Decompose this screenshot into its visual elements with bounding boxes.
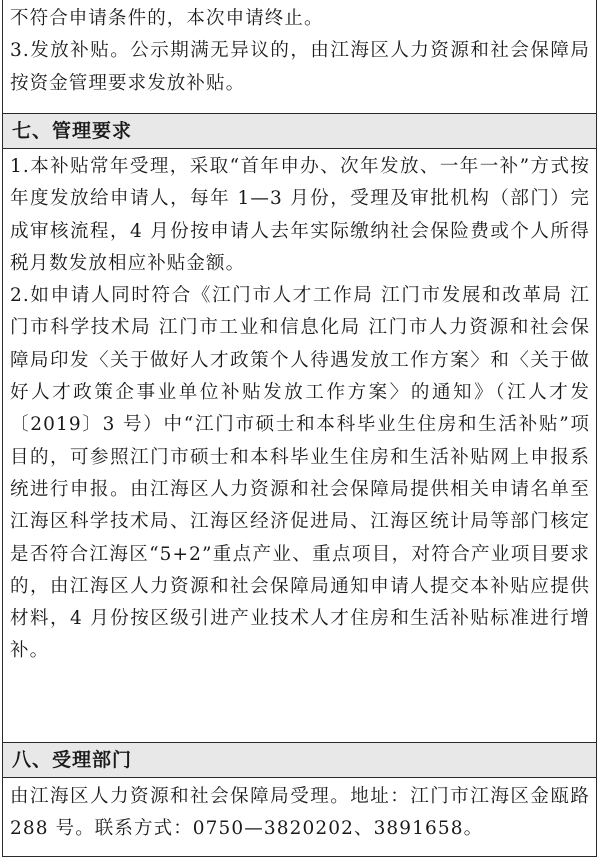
management-paragraph-2: 2.如申请人同时符合《江门市人才工作局 江门市发展和改革局 江门市科学技术局 江门市工业和信息化局 江门市人力资源和社会保障局印发〈关于做好人才政策个人待遇发放工作方案〉和〈关于做好人才政策企事业单位补贴发放工作方案〉的通知》（江人才发〔2019〕3 号）中“江门市硕士和本科毕业生住房和生活补贴”项目的，可参照江门市硕士和本科毕业生住房和生活补贴网上申报系统进行申报。由江海区人力资源和社会保障局提供相关申请名单至江海区科学技术局、江海区经济促进局、江海区统计局等部门核定是否符合江海区“5+2”重点产业、重点项目，对符合产业项目要求的，由江海区人力资源和社会保障局通知申请人提交本补贴应提供材料，4 月份按区级引进产业技术人才住房和生活补贴标准进行增补。 — [10, 285, 590, 662]
accepting-office — [3, 777, 596, 851]
management-requirements — [3, 148, 596, 742]
policy-document-table — [2, 0, 597, 857]
application-termination-text: 不符合申请条件的，本次申请终止。 — [10, 8, 324, 29]
section-heading-office: 八、受理部门 — [3, 742, 596, 777]
subsidy-payment-text: 3.发放补贴。公示期满无异议的，由江海区人力资源和社会保障局按资金管理要求发放补贴。 — [10, 40, 590, 94]
office-contact-text: 由江海区人力资源和社会保障局受理。地址：江门市江海区金瓯路 288 号。联系方式：0750—3820202、3891658。 — [10, 786, 590, 840]
management-paragraph-1: 1.本补贴常年受理，采取“首年申办、次年发放、一年一补”方式按年度发放给申请人，每年 1—3 月份，受理及审批机构（部门）完成审核流程，4 月份按申请人去年实际缴纳社会保险费或个人所得税月数发放相应补贴金额。 — [10, 156, 590, 274]
section-heading-management: 七、管理要求 — [3, 113, 596, 148]
application-procedure-tail — [3, 0, 596, 113]
